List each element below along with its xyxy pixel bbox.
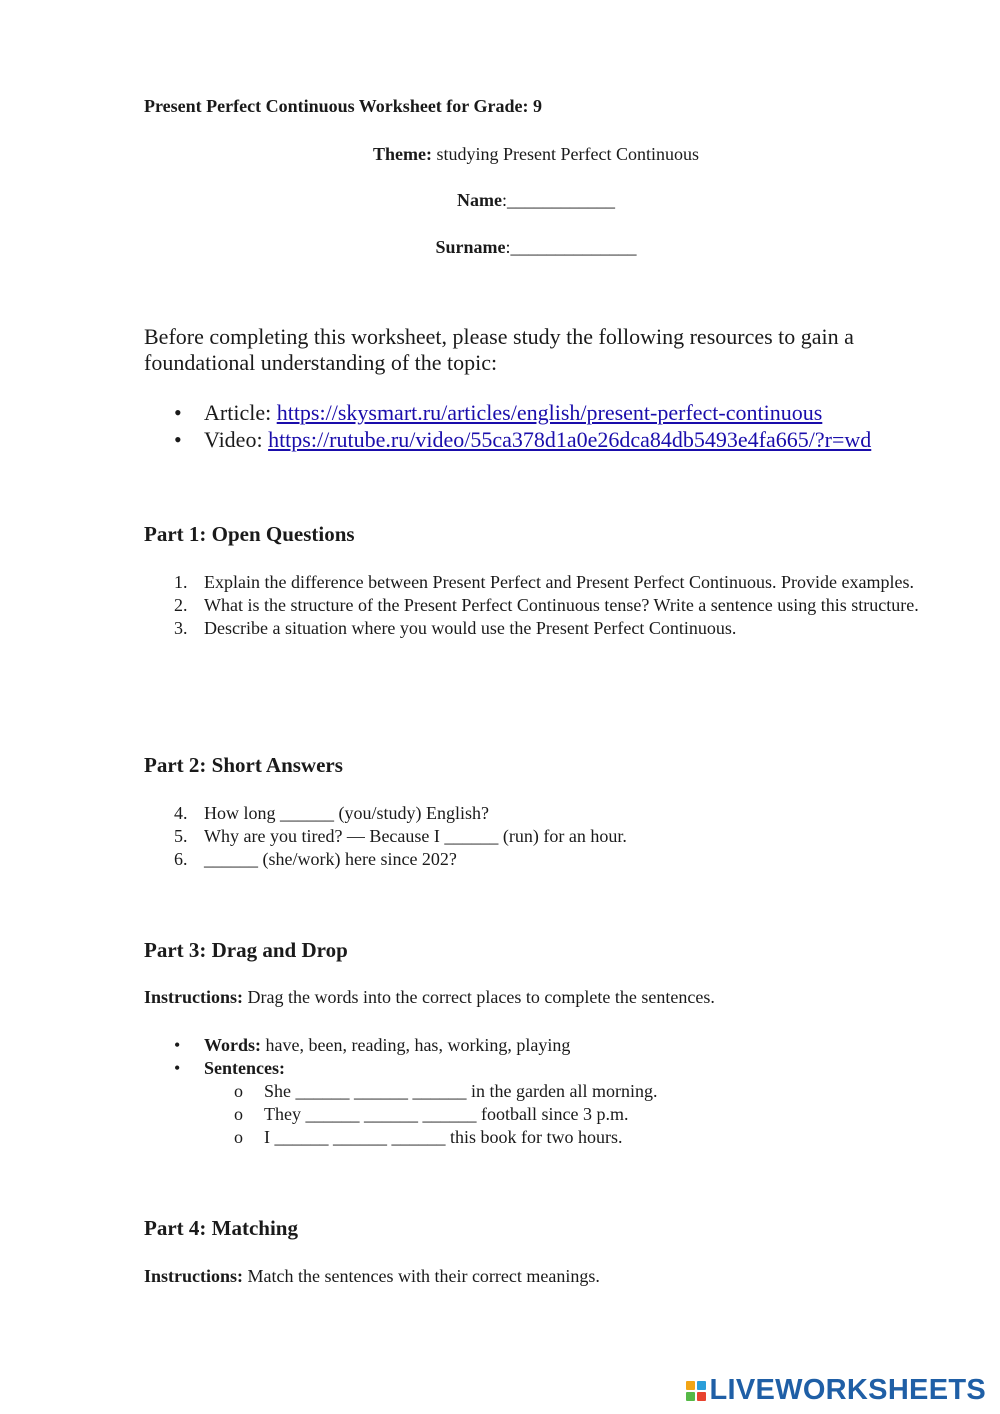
logo-square xyxy=(697,1381,706,1390)
instructions-label: Instructions: xyxy=(144,987,244,1007)
words-item xyxy=(174,1034,570,1057)
item-text: ______ (she/work) here since 202? xyxy=(204,849,457,869)
item-number: 3. xyxy=(174,618,188,638)
list-item xyxy=(174,825,934,848)
surname-label: Surname xyxy=(435,237,506,257)
list-item xyxy=(174,617,934,640)
item-text: What is the structure of the Present Perfect Continuous tense? Write a sentence using this structure. xyxy=(204,595,919,615)
item-text: Why are you tired? — Because I ______ (run) for an hour. xyxy=(204,826,627,846)
logo-square xyxy=(686,1381,695,1390)
part3-instructions xyxy=(144,987,715,1008)
list-item xyxy=(174,571,934,594)
name-blank: :____________ xyxy=(501,190,615,210)
sentences-item xyxy=(174,1057,570,1080)
list-item xyxy=(174,802,934,825)
part3-list xyxy=(174,1034,570,1080)
words-label: Words: xyxy=(204,1035,262,1055)
bullet: • xyxy=(174,400,182,425)
logo-square xyxy=(697,1392,706,1401)
worksheet-title: Present Perfect Continuous Worksheet for Grade: 9 xyxy=(144,96,542,116)
bullet: • xyxy=(174,1035,181,1055)
bullet: • xyxy=(174,1058,181,1078)
logo-mark-icon xyxy=(686,1381,706,1401)
sub-bullet: o xyxy=(234,1104,243,1124)
resource-label: Video: xyxy=(204,427,269,452)
logo-text: LIVEWORKSHEETS xyxy=(709,1374,986,1406)
part3-heading: Part 3: Drag and Drop xyxy=(144,938,348,962)
sentence-text: They ______ ______ ______ football since 3 p.m. xyxy=(264,1104,629,1124)
instructions-text: Match the sentences with their correct meanings. xyxy=(243,1266,600,1286)
sentences-list xyxy=(234,1080,657,1149)
list-item xyxy=(174,594,934,617)
sentence-item xyxy=(234,1080,657,1103)
part4-heading: Part 4: Matching xyxy=(144,1216,298,1240)
item-number: 2. xyxy=(174,595,188,615)
item-text: Explain the difference between Present Perfect and Present Perfect Continuous. Provide examples. xyxy=(204,572,914,592)
sub-bullet: o xyxy=(234,1127,243,1147)
item-number: 5. xyxy=(174,826,188,846)
article-link[interactable]: https://skysmart.ru/articles/english/present-perfect-continuous xyxy=(276,400,823,425)
sentence-item xyxy=(234,1126,657,1149)
sentence-text: She ______ ______ ______ in the garden all morning. xyxy=(264,1081,658,1101)
resource-label: Article: xyxy=(204,400,277,425)
list-item xyxy=(174,848,934,871)
item-text: Describe a situation where you would use the Present Perfect Continuous. xyxy=(204,618,737,638)
theme-value: studying Present Perfect Continuous xyxy=(436,144,699,164)
item-number: 4. xyxy=(174,803,188,823)
part2-heading: Part 2: Short Answers xyxy=(144,753,343,777)
sentence-text: I ______ ______ ______ this book for two hours. xyxy=(264,1127,623,1147)
intro-paragraph: Before completing this worksheet, please study the following resources to gain a foundational understanding of the topic: xyxy=(144,324,854,375)
resource-video xyxy=(174,427,871,453)
theme-label: Theme: xyxy=(373,144,432,164)
bullet: • xyxy=(174,427,182,452)
sentences-label: Sentences: xyxy=(204,1058,285,1078)
part1-heading: Part 1: Open Questions xyxy=(144,522,355,546)
resource-article xyxy=(174,400,822,426)
surname-blank: :______________ xyxy=(505,237,637,257)
item-text: How long ______ (you/study) English? xyxy=(204,803,489,823)
surname-line xyxy=(0,237,1000,258)
name-label: Name xyxy=(457,190,502,210)
logo-square xyxy=(686,1392,695,1401)
words-text: have, been, reading, has, working, playing xyxy=(261,1035,571,1055)
part4-instructions xyxy=(144,1266,600,1287)
theme-line xyxy=(0,144,1000,165)
video-link[interactable]: https://rutube.ru/video/55ca378d1a0e26dca84db5493e4fa665/?r=wd xyxy=(268,427,872,452)
name-line xyxy=(0,190,1000,211)
liveworksheets-logo[interactable] xyxy=(686,1374,987,1407)
part1-list xyxy=(174,571,934,640)
instructions-label: Instructions: xyxy=(144,1266,244,1286)
item-number: 6. xyxy=(174,849,188,869)
part2-list xyxy=(174,802,934,871)
sentence-item xyxy=(234,1103,657,1126)
item-number: 1. xyxy=(174,572,188,592)
instructions-text: Drag the words into the correct places to complete the sentences. xyxy=(243,987,715,1007)
sub-bullet: o xyxy=(234,1081,243,1101)
